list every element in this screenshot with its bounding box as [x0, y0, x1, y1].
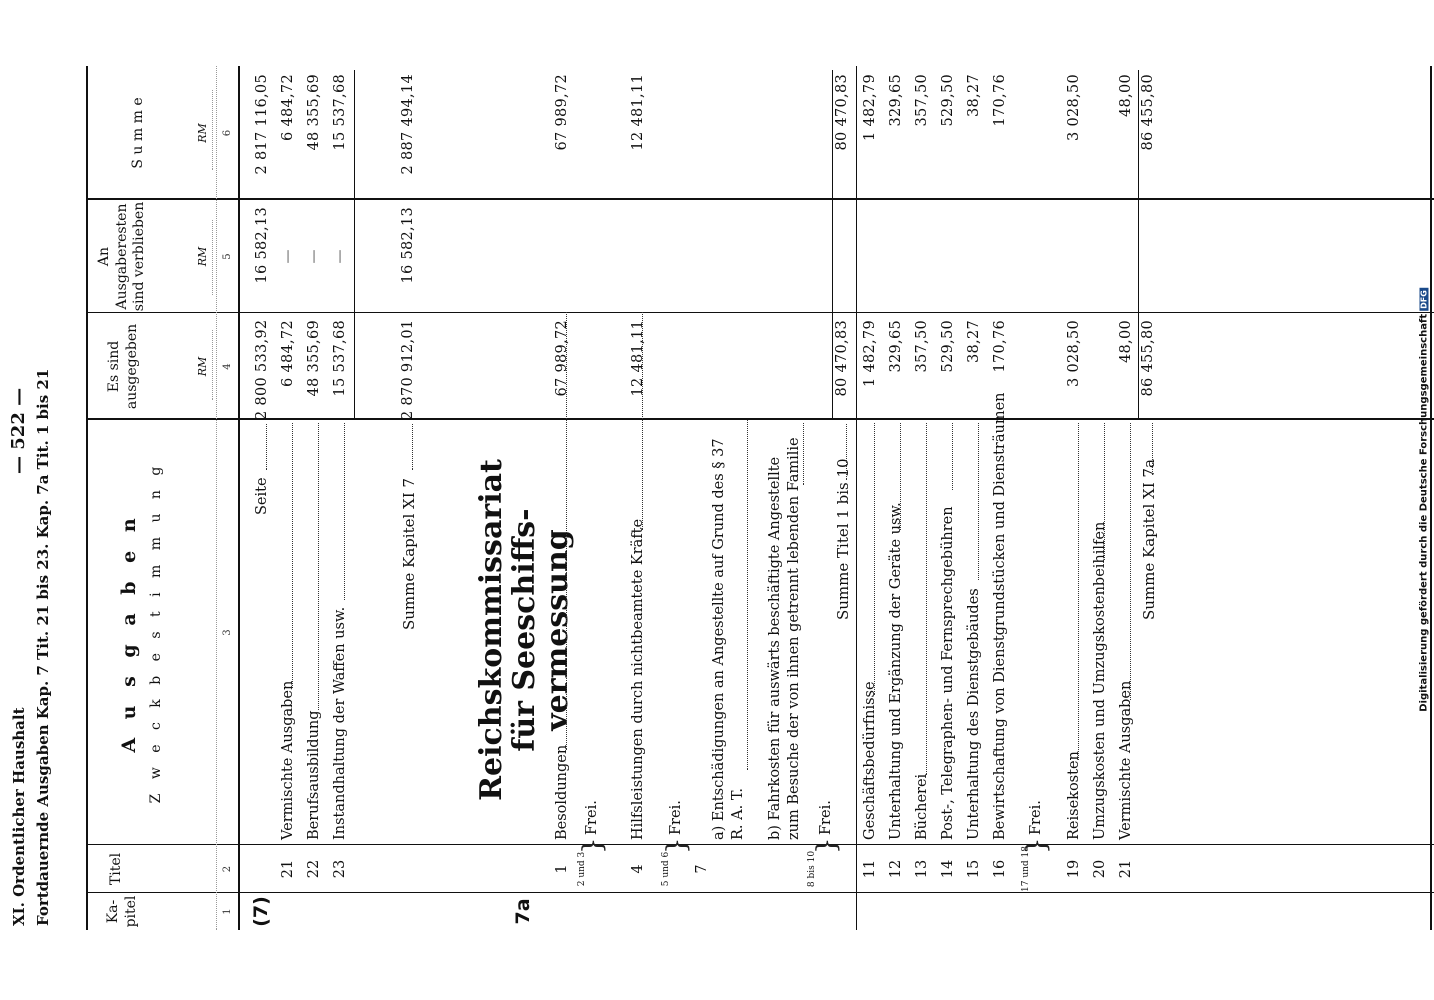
brace-5-6: }: [662, 837, 692, 854]
k7-row-23-c5: —: [332, 249, 348, 264]
k7a-row-11-c6: 1 482,79: [862, 74, 878, 141]
k7a-row-21-title: Vermischte Ausgaben: [1118, 680, 1134, 840]
k7-row-21-c5: —: [280, 249, 296, 264]
col-num-5: 5: [222, 253, 233, 260]
k7a-row-7a-dots: [747, 420, 748, 770]
k7a-summe-dots: [1152, 423, 1153, 475]
col-num-4: 4: [222, 363, 233, 370]
k7a-row-16-title: Bewirtschaftung von Dienstgrundstücken und Diensträumen: [992, 392, 1008, 840]
k7a-row-8-10-num: 8 bis 10: [807, 850, 817, 888]
k7-row-23-c4: 15 537,68: [332, 320, 348, 397]
k7-row-23-dots: [344, 423, 345, 600]
col-head-ausgaben: A u s g a b e n: [118, 512, 140, 753]
col-num-6: 6: [222, 129, 233, 137]
k7a-row-17-18-title: Frei.: [1028, 800, 1044, 835]
k7a-row-11-num: 11: [862, 859, 878, 879]
k7a-row-21-num: 21: [1118, 859, 1134, 879]
k7a-summe1-c6: 80 470,83: [834, 74, 850, 151]
seite-c4: 2 800 533,92: [254, 319, 270, 420]
k7a-row-19-dots: [1078, 423, 1079, 760]
brace-8-10: }: [812, 837, 842, 854]
k7-summe-c5: 16 582,13: [400, 207, 416, 284]
digitization-credit: [1419, 288, 1430, 712]
col-head-kapitel: Ka- pitel: [105, 895, 139, 928]
k7a-row-21-c4: 48,00: [1118, 320, 1134, 364]
k7-row-21-num: 21: [280, 859, 296, 879]
k7a-summe-label: Summe Kapitel XI 7a: [1140, 459, 1158, 620]
k7a-row-4-c4: 12 481,11: [630, 320, 646, 397]
unit-col5: RM: [196, 246, 209, 267]
unit-col4: RM: [196, 356, 209, 377]
k7a-row-20-dots: [1104, 423, 1105, 560]
section-title-reichskommissariat: Reichskommissariat für Seeschiffs-vermessung: [474, 459, 575, 801]
table-bottom-rule: [1430, 66, 1432, 930]
k7a-row-1-num: 1: [554, 864, 570, 874]
k7a-row-11-c4: 1 482,79: [862, 320, 878, 387]
k7a-row-16-num: 16: [992, 859, 1008, 879]
k7a-row-4-num: 4: [630, 864, 646, 874]
k7-row-21-dots: [292, 423, 293, 688]
unit-col6: RM: [196, 123, 209, 143]
k7a-row-14-c6: 529,50: [940, 74, 956, 127]
k7-row-21-c6: 6 484,72: [280, 74, 296, 141]
k7a-row-11-dots: [874, 423, 875, 695]
k7a-row-1-title: Besoldungen: [554, 744, 570, 840]
unit-rule-5: [212, 220, 213, 295]
k7-row-22-title: Berufsausbildung: [306, 710, 322, 840]
k7a-row-13-num: 13: [914, 859, 930, 879]
col-head-zweck: Z w e c k b e s t i m m u n g: [148, 461, 164, 804]
k7-row-22-c5: —: [306, 249, 322, 264]
k7a-row-13-dots: [926, 423, 927, 775]
k7-sum-rule: [354, 70, 355, 420]
unit-rule-4: [212, 330, 213, 400]
k7a-row-7b-title: b) Fahrkosten für auswärts beschäftigte Angestellte zum Besuche der von ihnen getrennt lebenden Familie: [767, 437, 802, 840]
k7-summe-c6: 2 887 494,14: [400, 74, 416, 175]
k7a-row-19-num: 19: [1066, 859, 1082, 879]
seite-c6: 2 817 116,05: [254, 74, 270, 175]
k7a-row-8-10-title: Frei.: [818, 800, 834, 835]
brace-2-3: }: [578, 837, 608, 854]
k7a-row-14-title: Post-, Telegraphen- und Fernsprechgebühren: [940, 506, 956, 840]
k7a-row-15-c4: 38,27: [966, 320, 982, 364]
k7a-sum1-rule: [832, 70, 833, 420]
k7a-summe-c4: 86 455,80: [1140, 320, 1156, 397]
k7a-row-17-18-num: 17 und 18: [1021, 846, 1031, 892]
header-line-2: Fortdauernde Ausgaben Kap. 7 Tit. 21 bis 23. Kap. 7a Tit. 1 bis 21: [34, 368, 52, 926]
k7a-row-19-c6: 3 028,50: [1066, 74, 1082, 141]
seite-dots: [266, 424, 267, 470]
k7-row-22-c6: 48 355,69: [306, 74, 322, 151]
dfg-logo: DFG: [1419, 290, 1429, 309]
k7a-row-21-c6: 48,00: [1118, 74, 1134, 118]
k7a-row-19-title: Reisekosten: [1066, 751, 1082, 840]
k7a-row-2-3-title: Frei.: [584, 800, 600, 835]
k7a-row-15-dots: [978, 423, 979, 580]
k7a-row-12-c6: 329,65: [888, 74, 904, 127]
k7a-row-7a-title: a) Entschädigungen an Angestellte auf Grund des § 37 R. A. T.: [711, 438, 746, 840]
k7a-summe1-dots: [846, 424, 847, 480]
k7a-row-15-num: 15: [966, 859, 982, 879]
k7a-row-4-c6: 12 481,11: [630, 74, 646, 151]
k7-summe-c4: 2 870 912,01: [400, 319, 416, 420]
kapitel-7-label: (7): [250, 896, 272, 927]
k7a-row-1-c4: 67 989,72: [554, 320, 570, 397]
k7a-row-4-title: Hilfsleistungen durch nichtbeamtete Kräfte: [630, 518, 646, 840]
k7a-row-2-3-num: 2 und 3: [577, 851, 587, 887]
k7a-row-12-num: 12: [888, 859, 904, 879]
k7a-row-12-dots: [900, 423, 901, 530]
seite-c5: 16 582,13: [254, 207, 270, 284]
k7-summe-label: Summe Kapitel XI 7: [400, 478, 418, 630]
k7-row-21-title: Vermischte Ausgaben: [280, 680, 296, 840]
k7a-summe1-c4: 80 470,83: [834, 320, 850, 397]
col-num-1: 1: [222, 908, 233, 915]
k7a-row-19-c4: 3 028,50: [1066, 320, 1082, 387]
col-head-es-sind: Es sind ausgegeben: [106, 323, 140, 410]
header-line-1: XI. Ordentlicher Haushalt: [10, 707, 28, 926]
kapitel-7a-label: 7a: [512, 898, 534, 925]
k7-summe-dots: [412, 424, 413, 470]
col-num-3: 3: [222, 629, 233, 636]
k7-row-23-title: Instandhaltung der Waffen usw.: [332, 606, 348, 840]
seite-label: Seite: [254, 477, 270, 515]
col-num-rule: [216, 66, 217, 930]
k7a-row-12-c4: 329,65: [888, 320, 904, 373]
k7a-row-20-title: Umzugskosten und Umzugskostenbeihilfen: [1092, 521, 1108, 840]
k7a-summe1-label: Summe Titel 1 bis 10: [834, 458, 852, 620]
k7a-row-13-title: Bücherei: [914, 773, 930, 840]
k7a-row-14-num: 14: [940, 859, 956, 879]
k7a-row-7-num: 7: [694, 864, 710, 874]
k7a-row-16-c6: 170,76: [992, 74, 1008, 127]
k7a-summe-c6: 86 455,80: [1140, 74, 1156, 151]
k7a-row-16-c4: 170,76: [992, 320, 1008, 373]
k7a-row-13-c6: 357,50: [914, 74, 930, 127]
col-head-titel: Titel: [108, 852, 124, 886]
digitization-credit-text: Digitalisierung gefördert durch die Deutsche Forschungsgemeinschaft: [1418, 313, 1430, 712]
k7a-row-14-dots: [952, 423, 953, 490]
k7a-row-7b-dots: [803, 423, 804, 485]
col-head-ausgaberesten: An Ausgaberesten sind verblieben: [96, 201, 147, 312]
k7a-row-5-6-title: Frei.: [668, 800, 684, 835]
k7a-row-15-c6: 38,27: [966, 74, 982, 118]
k7a-row-14-c4: 529,50: [940, 320, 956, 373]
unit-rule-6: [212, 90, 213, 170]
k7-row-23-num: 23: [332, 859, 348, 879]
k7a-row-12-title: Unterhaltung und Ergänzung der Geräte usw.: [888, 502, 904, 840]
k7a-row-13-c4: 357,50: [914, 320, 930, 373]
k7-row-22-num: 22: [306, 859, 322, 879]
k7a-row-1-c6: 67 989,72: [554, 74, 570, 151]
table-top-rule: [86, 66, 88, 930]
k7-row-23-c6: 15 537,68: [332, 74, 348, 151]
k7-row-22-dots: [318, 423, 319, 710]
brace-17-18: }: [1022, 837, 1052, 854]
header-bottom-rule: [238, 66, 240, 930]
k7-row-22-c4: 48 355,69: [306, 320, 322, 397]
k7a-row-15-title: Unterhaltung des Dienstgebäudes: [966, 588, 982, 840]
col-num-2: 2: [222, 865, 233, 873]
k7a-row-5-6-num: 5 und 6: [661, 851, 671, 887]
page-number: — 522 —: [8, 387, 29, 474]
k7a-row-21-dots: [1130, 423, 1131, 700]
k7a-sum1-bottom-rule: [856, 66, 857, 930]
col-head-summe: S u m m e: [130, 97, 146, 169]
k7-row-21-c4: 6 484,72: [280, 320, 296, 387]
k7a-row-20-num: 20: [1092, 859, 1108, 879]
k7a-total-rule: [1138, 70, 1139, 420]
k7a-row-11-title: Geschäftsbedürfnisse: [862, 681, 878, 840]
